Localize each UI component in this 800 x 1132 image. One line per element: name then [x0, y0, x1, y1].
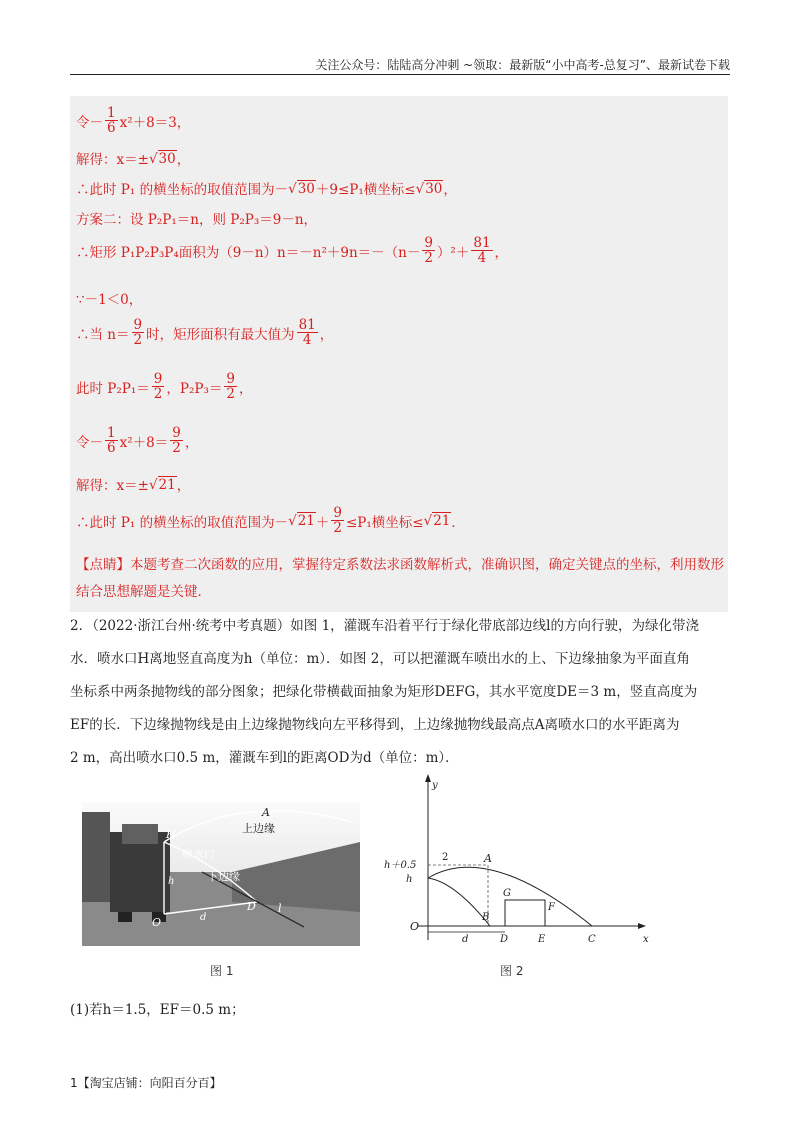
denominator: 2 [172, 440, 181, 457]
text: 解得：x＝± [76, 152, 149, 168]
text: 令－ [76, 434, 103, 451]
numerator: 9 [333, 505, 342, 521]
y-axis-arrow [425, 774, 431, 782]
solution-line-2 [76, 148, 190, 168]
label-B: B [482, 912, 490, 923]
photo-left-trees [82, 812, 110, 902]
denominator: 2 [153, 386, 163, 403]
page-header: 关注公众号：陆陆高分冲刺 ~领取：最新版“小中高考-总复习”、最新试卷下载 [315, 58, 730, 72]
text: ， [176, 478, 191, 494]
label-H: H [166, 828, 176, 841]
text: ， [319, 326, 334, 343]
numerator: 9 [172, 425, 181, 441]
problem-line-4: EF的长．下边缘抛物线是由上边缘抛物线向左平移得到，上边缘抛物线最高点A离喷水口的水平距离为 [70, 717, 680, 733]
label-h: h [406, 874, 413, 885]
solution-line-11 [76, 506, 465, 535]
radicand: 21 [297, 513, 315, 530]
problem-line-5: 2 m，高出喷水口0.5 m，灌溉车到l的距离OD为d（单位：m）． [70, 750, 459, 766]
solution-block [70, 96, 728, 612]
text: x²＋8＝3， [119, 114, 191, 131]
radicand: 30 [297, 180, 315, 197]
x-axis-arrow [638, 923, 646, 929]
numerator: 9 [424, 235, 433, 251]
label-h: h [168, 876, 175, 887]
fraction [152, 372, 165, 401]
fraction [297, 318, 318, 347]
text: ∵－1＜0， [76, 292, 143, 308]
denominator: 6 [107, 120, 116, 137]
fraction [105, 106, 118, 135]
label-A: A [262, 806, 270, 819]
text: ＋ [315, 514, 330, 531]
square-root: √ 21 [148, 476, 176, 493]
text: ∴此时 P₁ 的横坐标的取值范围为－ [76, 514, 289, 531]
numerator: 81 [473, 235, 491, 251]
header-rule [70, 74, 730, 75]
label-2: 2 [442, 852, 449, 863]
problem-line-3: 坐标系中两条抛物线的部分图象；把绿化带横截面抽象为矩形DEFG，其水平宽度DE＝3 m，竖直高度为 [70, 684, 698, 700]
text: ＋9≤P₁横坐标≤ [315, 182, 416, 198]
label-nozzle: 喷水口 [182, 848, 215, 861]
label-x: x [643, 934, 649, 945]
text: ， [494, 244, 509, 261]
page-footer: 1【淘宝店铺：向阳百分百】 [70, 1076, 222, 1090]
solution-line-8 [76, 372, 252, 401]
numerator: 81 [298, 317, 316, 333]
text: ≤P₁横坐标≤ [345, 514, 424, 531]
radicand: 21 [433, 513, 451, 530]
label-D: D [500, 934, 509, 945]
text: ， [238, 380, 253, 397]
label-F: F [548, 902, 555, 913]
text: 时，矩形面积有最大值为 [146, 326, 295, 343]
label-O: O [410, 920, 420, 933]
text: ． [451, 514, 465, 531]
rectangle-DEFG [505, 900, 545, 926]
radicand: 30 [425, 180, 443, 197]
text: ， [184, 434, 199, 451]
figure-1-caption: 图 1 [210, 964, 234, 978]
text: ， [443, 182, 457, 198]
lower-parabola [428, 878, 490, 926]
radicand: 21 [158, 476, 176, 493]
text: ，P₂P₃＝ [166, 380, 223, 397]
text: x²＋8＝ [119, 434, 169, 451]
label-lower-edge: 下边缘 [207, 870, 240, 883]
solution-line-5 [76, 236, 508, 265]
problem-line-2: 水．喷水口H离地竖直高度为h（单位：m）．如图 2，可以把灌溉车喷出水的上、下边缘抽象为平面直角 [70, 651, 690, 667]
fraction [331, 506, 344, 535]
square-root: √ 30 [148, 150, 176, 167]
fraction [422, 236, 435, 265]
text: ∴矩形 P₁P₂P₃P₄面积为（9－n）n＝－n²＋9n＝－（n－ [76, 244, 421, 261]
figure-1-photo [82, 802, 360, 946]
numerator: 9 [133, 317, 143, 333]
photo-truck-wheel [118, 912, 132, 922]
square-root: √ 21 [423, 513, 451, 530]
photo-truck-cab [122, 824, 158, 844]
square-root: √ 30 [288, 180, 315, 197]
denominator: 2 [424, 250, 433, 267]
fraction [105, 426, 118, 455]
label-D: D [247, 900, 256, 913]
label-y: y [432, 780, 438, 791]
solution-line-4 [76, 208, 317, 228]
fraction [132, 318, 145, 347]
fraction [224, 372, 237, 401]
square-root: √ 30 [415, 180, 443, 197]
solution-line-9 [76, 426, 198, 455]
text: 方案二：设 P₂P₁＝n，则 P₂P₃＝9－n， [76, 212, 318, 228]
numerator: 1 [107, 425, 116, 441]
fraction [170, 426, 183, 455]
solution-line-10 [76, 474, 190, 494]
label-d: d [462, 934, 469, 945]
label-O: O [152, 916, 162, 929]
problem-line-1: 2．（2022·浙江台州·统考中考真题）如图 1，灌溉车沿着平行于绿化带底部边线l的方向行驶，为绿化带浇 [70, 618, 699, 634]
figure-2-caption: 图 2 [500, 964, 524, 978]
numerator: 9 [226, 371, 235, 387]
sub-question-1: (1)若h＝1.5，EF＝0.5 m； [70, 1002, 245, 1018]
label-A: A [484, 852, 492, 865]
numerator: 1 [107, 105, 116, 121]
square-root: √ 21 [288, 513, 315, 530]
denominator: 2 [133, 332, 143, 349]
solution-line-6 [76, 288, 142, 308]
denominator: 6 [107, 440, 116, 457]
label-E: E [538, 934, 546, 945]
denominator: 4 [302, 332, 312, 349]
label-G: G [503, 888, 511, 899]
denominator: 2 [226, 386, 235, 403]
numerator: 9 [153, 371, 163, 387]
text: ∴此时 P₁ 的横坐标的取值范围为－ [76, 182, 289, 198]
text: 此时 P₂P₁＝ [76, 380, 150, 397]
fraction [471, 236, 492, 265]
text: ， [176, 152, 191, 168]
figure-2-diagram [370, 770, 660, 950]
text: ）²＋ [436, 244, 470, 261]
radicand: 30 [158, 150, 176, 167]
denominator: 2 [333, 520, 342, 537]
text: ∴当 n＝ [76, 326, 130, 343]
label-d: d [200, 912, 207, 923]
label-h-plus-05: h＋0.5 [384, 860, 417, 871]
text: 令－ [76, 114, 103, 131]
label-l: l [278, 902, 282, 915]
text: 解得：x＝± [76, 478, 149, 494]
key-point-note: 【点睛】本题考查二次函数的应用，掌握待定系数法求函数解析式，准确识图，确定关键点的坐标，利用数形结合思想解题是关键． [76, 557, 724, 600]
label-upper-edge: 上边缘 [242, 822, 275, 835]
solution-line-7 [76, 318, 333, 347]
label-C: C [588, 934, 596, 945]
solution-line-1 [76, 106, 190, 135]
problem-text [70, 610, 730, 775]
solution-line-3 [76, 178, 457, 198]
denominator: 4 [477, 250, 487, 267]
